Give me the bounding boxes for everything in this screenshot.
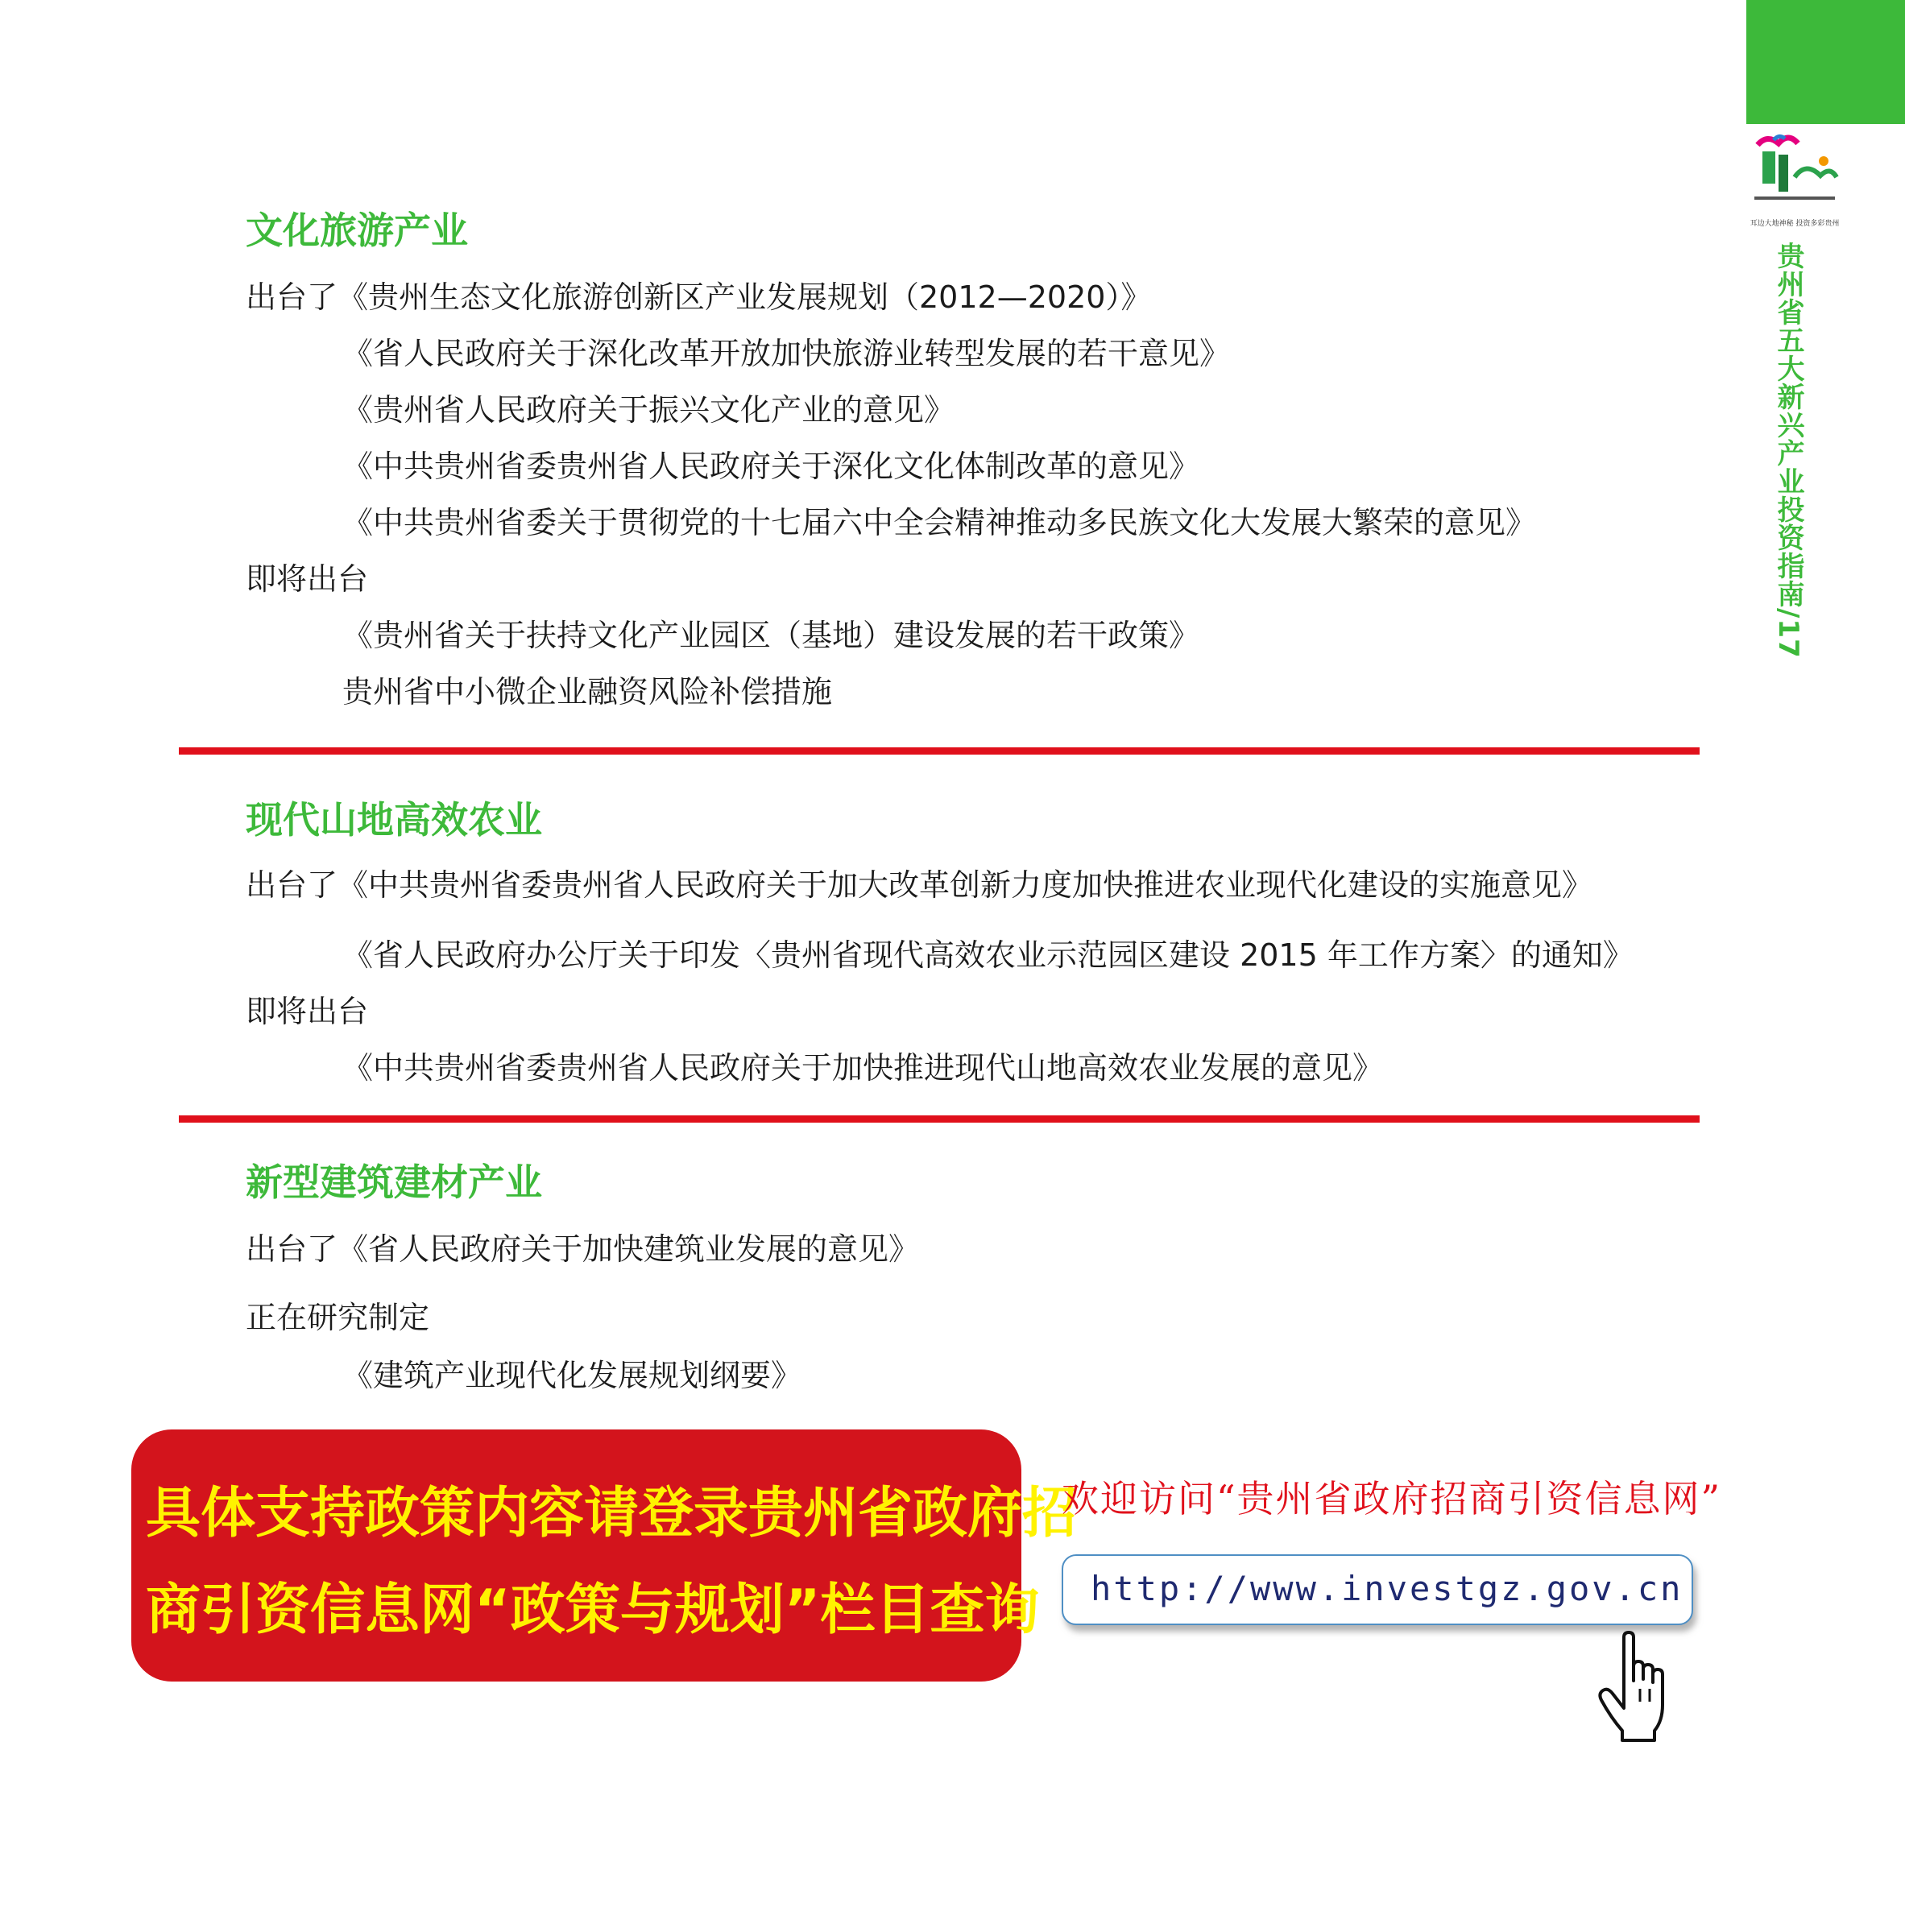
section-title-culture-tourism: 文化旅游产业 bbox=[246, 209, 468, 252]
status-label: 正在研究制定 bbox=[246, 1300, 430, 1335]
policy-line: 出台了《省人民政府关于加快建筑业发展的意见》 bbox=[246, 1231, 920, 1267]
logo-caption: 耳边大地神秘 投资多彩贵州 bbox=[1750, 220, 1840, 228]
website-link[interactable] bbox=[1062, 1554, 1693, 1625]
section-title-agriculture: 现代山地高效农业 bbox=[246, 798, 542, 842]
welcome-text: 欢迎访问“贵州省政府招商引资信息网” bbox=[1062, 1477, 1722, 1520]
website-url[interactable]: http://www.investgz.gov.cn bbox=[1091, 1569, 1683, 1608]
policy-line: 《省人民政府办公厅关于印发〈贵州省现代高效农业示范园区建设 2015 年工作方案〉的通知》 bbox=[342, 937, 1634, 973]
policy-line: 《中共贵州省委贵州省人民政府关于深化文化体制改革的意见》 bbox=[342, 449, 1200, 484]
corner-accent-block bbox=[1746, 0, 1905, 124]
brand-logo bbox=[1746, 129, 1843, 225]
policy-line: 《省人民政府关于深化改革开放加快旅游业转型发展的若干意见》 bbox=[342, 336, 1231, 371]
side-title-separator: / bbox=[1772, 608, 1804, 619]
policy-line: 出台了《中共贵州省委贵州省人民政府关于加大改革创新力度加快推进农业现代化建设的实施意见》 bbox=[246, 867, 1593, 903]
publication-title bbox=[1768, 242, 1808, 659]
side-title-text: 贵州省五大新兴产业投资指南 bbox=[1772, 242, 1804, 608]
policy-line: 贵州省中小微企业融资风险补偿措施 bbox=[342, 674, 833, 710]
section-divider bbox=[179, 1115, 1700, 1123]
section-title-building-materials: 新型建筑建材产业 bbox=[246, 1160, 542, 1204]
policy-notice-box bbox=[131, 1429, 1078, 1682]
policy-line: 《建筑产业现代化发展规划纲要》 bbox=[342, 1358, 802, 1393]
hand-pointer-icon bbox=[1593, 1631, 1682, 1744]
page-number: 17 bbox=[1772, 618, 1804, 659]
notice-line-1: 具体支持政策内容请登录贵州省政府招 bbox=[146, 1482, 1078, 1545]
status-label: 即将出台 bbox=[246, 994, 369, 1029]
policy-line: 《贵州省关于扶持文化产业园区（基地）建设发展的若干政策》 bbox=[342, 618, 1200, 653]
policy-line: 《中共贵州省委贵州省人民政府关于加快推进现代山地高效农业发展的意见》 bbox=[342, 1050, 1384, 1086]
policy-line: 出台了《贵州生态文化旅游创新区产业发展规划（2012—2020）》 bbox=[246, 279, 1152, 315]
policy-line: 《中共贵州省委关于贯彻党的十七届六中全会精神推动多民族文化大发展大繁荣的意见》 bbox=[342, 505, 1537, 540]
notice-line-2: 商引资信息网“政策与规划”栏目查询 bbox=[146, 1578, 1040, 1642]
status-label: 即将出台 bbox=[246, 561, 369, 597]
section-divider bbox=[179, 747, 1700, 755]
policy-line: 《贵州省人民政府关于振兴文化产业的意见》 bbox=[342, 392, 955, 428]
